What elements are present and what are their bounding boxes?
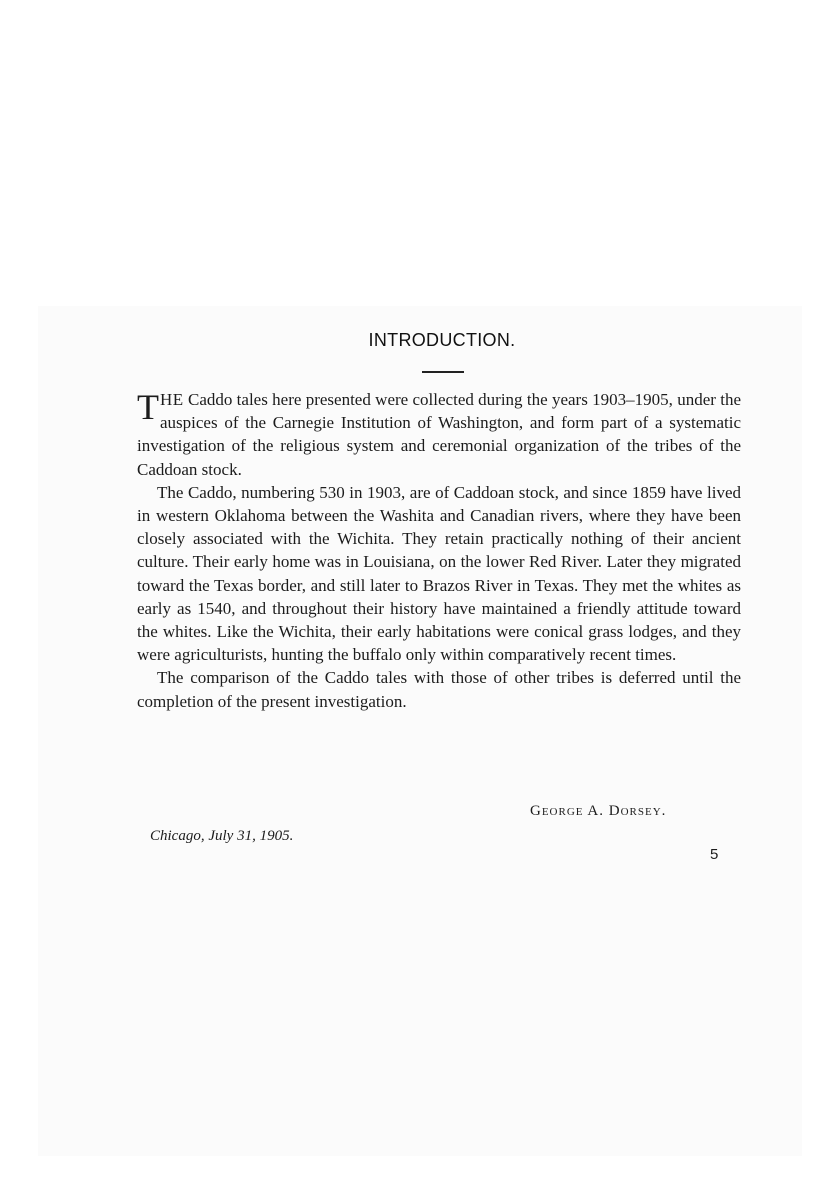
page-title: INTRODUCTION. <box>368 330 516 350</box>
title-divider <box>422 371 464 373</box>
body-text <box>137 388 741 713</box>
lead-caps: HE <box>160 390 184 409</box>
paragraph-2: The Caddo, numbering 530 in 1903, are of Caddoan stock, and since 1859 have lived in western Oklahoma between the Washita and Canadian rivers, where they have been closely associated with the Wichita. They retain practically nothing of their ancient culture. Their early home was in Louisiana, on the lower Red River. Later they migrated toward the Texas border, and still later to Brazos River in Texas. They met the whites as early as 1540, and throughout their history have maintained a friendly attitude toward the whites. Like the Wichita, their early habitations were conical grass lodges, and they were agriculturists, hunting the buffalo only within comparatively recent times. <box>137 482 741 665</box>
page-number: 5 <box>710 846 719 863</box>
dateline: Chicago, July 31, 1905. <box>150 828 294 844</box>
author-signature: George A. Dorsey. <box>530 803 667 819</box>
drop-cap: T <box>137 387 159 427</box>
paragraph-1 <box>137 388 741 481</box>
paragraph-3: The comparison of the Caddo tales with those of other tribes is deferred until the completion of the present investigation. <box>137 668 741 711</box>
paragraph-1-text: Caddo tales here presented were collected during the years 1903–1905, under the auspices of the Carnegie Institution of Washington, and form part of a systematic investigation of the religious system and ceremonial organization of the tribes of the Caddoan stock. <box>137 390 741 479</box>
